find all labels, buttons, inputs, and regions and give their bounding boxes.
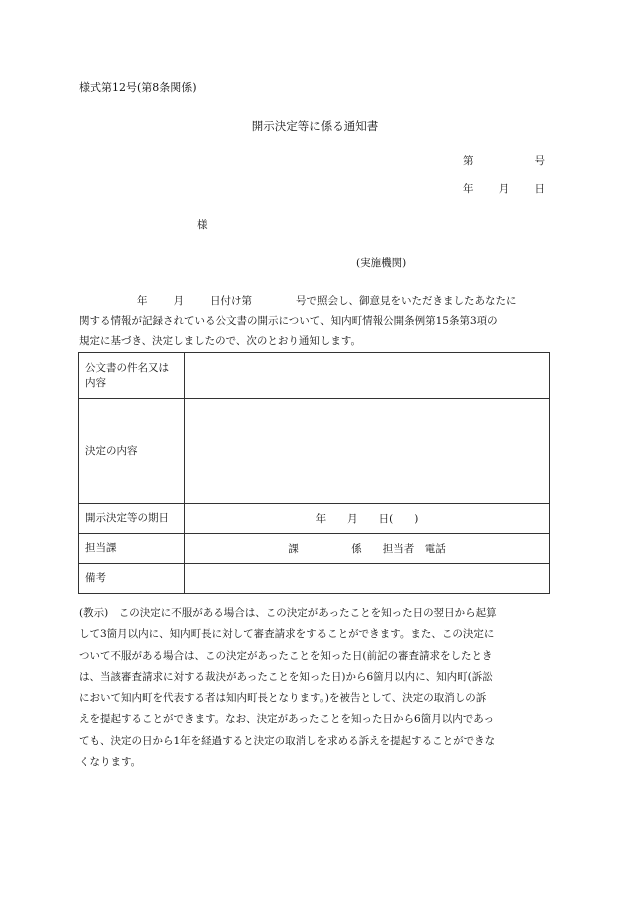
- row-value-decision-date: 年 月 日( ): [185, 504, 550, 534]
- notice-line: して3箇月以内に、知内町長に対して審査請求をすることができます。また、この決定に: [79, 628, 495, 641]
- intro-line-2: 関する情報が記録されている公文書の開示について、知内町情報公開条例第15条第3項の: [79, 315, 498, 327]
- row-label-remarks: 備考: [79, 564, 185, 594]
- notice-line: ついて不服がある場合は、この決定があったことを知った日(前記の審査請求をしたとき: [79, 649, 493, 662]
- table-row: [79, 353, 550, 399]
- row-label-decision-date: 開示決定等の期日: [79, 504, 185, 534]
- row-label-department: 担当課: [79, 534, 185, 564]
- notice-line: (教示) この決定に不服がある場合は、この決定があったことを知った日の翌日から起算: [79, 607, 497, 619]
- appeal-instruction-paragraph: [79, 603, 550, 773]
- notice-line: えを提起することができます。なお、決定があったことを知った日から6箇月以内であっ: [79, 713, 495, 726]
- form-number-label: 様式第12号(第8条関係): [79, 81, 197, 94]
- table-row: [79, 504, 550, 534]
- notice-line: くなります。: [79, 756, 142, 769]
- row-value-document-subject: [185, 353, 550, 399]
- implementing-agency-label: (実施機関): [356, 257, 407, 269]
- document-title: 開示決定等に係る通知書: [251, 119, 379, 133]
- addressee-honorific: 様: [197, 219, 208, 231]
- row-value-decision-content: [185, 399, 550, 504]
- table-row: [79, 399, 550, 504]
- date-day-label: 日: [534, 183, 545, 195]
- row-value-remarks: [185, 564, 550, 594]
- row-label-document-subject: 公文書の件名又は内容: [79, 353, 185, 399]
- row-value-department: 課 係 担当者 電話: [185, 534, 550, 564]
- row-label-decision-content: 決定の内容: [79, 399, 185, 504]
- number-suffix: 号: [534, 155, 545, 167]
- intro-date-ref: 日付け第: [210, 295, 252, 307]
- table-row: [79, 534, 550, 564]
- notice-details-table: [78, 352, 550, 594]
- intro-year: 年: [137, 295, 148, 307]
- document-date-line: [463, 184, 545, 195]
- intro-paragraph: [79, 291, 549, 351]
- notice-line: において知内町を代表する者は知内町長となります。)を被告として、決定の取消しの訴: [79, 692, 487, 705]
- notice-line: ても、決定の日から1年を経過すると決定の取消しを求める訴えを提起することができな: [79, 734, 496, 747]
- intro-month: 月: [173, 295, 184, 307]
- date-month-label: 月: [498, 183, 510, 195]
- notice-line: は、当該審査請求に対する裁決があったことを知った日)から6箇月以内に、知内町(訴訟: [79, 670, 493, 683]
- number-prefix: 第: [463, 155, 474, 167]
- date-year-label: 年: [463, 183, 474, 195]
- intro-rest: 号で照会し、御意見をいただきましたあなたに: [296, 295, 517, 307]
- intro-line-1: [79, 291, 549, 311]
- document-number-line: [463, 156, 545, 167]
- intro-line-3: 規定に基づき、決定しましたので、次のとおり通知します。: [79, 335, 362, 347]
- table-row: [79, 564, 550, 594]
